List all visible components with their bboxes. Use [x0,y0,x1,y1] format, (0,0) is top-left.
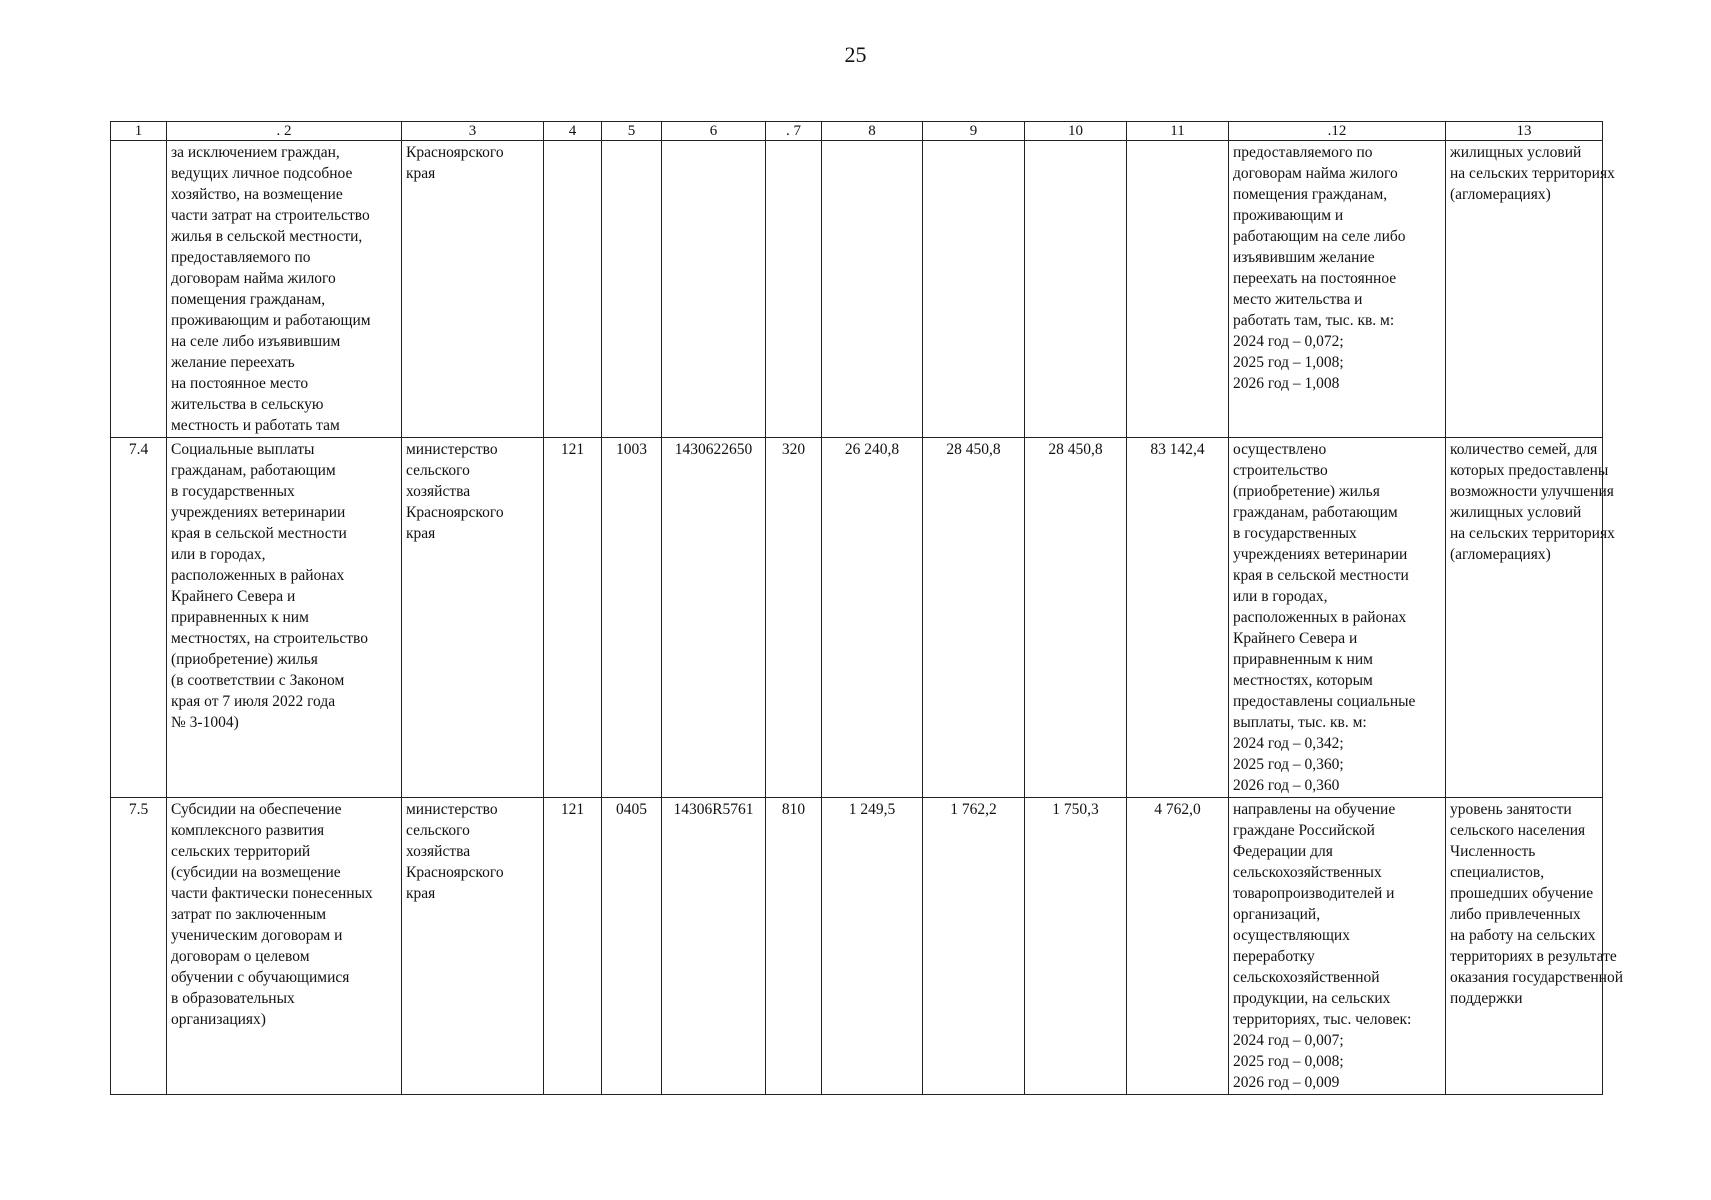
measure-name-cell-line: жительства в сельскую [171,396,324,413]
measure-name-cell-line: Крайнего Севера и [171,588,296,605]
indicator-cell-line: жилищных условий [1450,144,1582,161]
executor-cell-line: хозяйства [406,483,471,500]
table-row [111,798,1603,1095]
measure-name-cell-line: сельских территорий [171,843,311,860]
expected-result-cell-line: граждане Российской [1233,822,1375,839]
expected-result-cell-line: местностях, которым [1233,672,1373,689]
expected-result-cell-line: осуществлено [1233,441,1327,458]
measure-name-cell-line: за исключением граждан, [171,144,340,161]
executor-cell-line: Красноярского [406,504,504,521]
amount-2025-cell: 1 762,2 [923,798,1025,1095]
grbs-code-cell: 121 [544,798,602,1095]
expected-result-cell-line: продукции, на сельских [1233,990,1391,1007]
expected-result-cell-line: 2024 год – 0,007; [1233,1032,1344,1049]
measure-name-cell-line: (субсидии на возмещение [171,864,341,881]
expense-type-cell: 320 [766,438,822,798]
section-code-cell: 0405 [602,798,662,1095]
indicator-cell-line: сельского населения [1450,822,1586,839]
executor-cell-line: края [406,885,436,902]
measure-name-cell-line: предоставляемого по [171,249,311,266]
expected-result-cell-line: переработку [1233,948,1315,965]
header-cell: 5 [602,122,662,141]
measure-name-cell-line: на селе либо изъявившим [171,333,341,350]
amount-2025-cell: 28 450,8 [923,438,1025,798]
measure-name-cell-line: местностях, на строительство [171,630,368,647]
indicator-cell [1446,798,1623,1095]
expense-type-cell: 810 [766,798,822,1095]
measure-name-cell-line: приравненных к ним [171,609,309,626]
measure-name-cell-line: № 3-1004) [171,714,239,731]
expected-result-cell-line: осуществляющих [1233,927,1350,944]
measure-name-cell-line: жилья в сельской местности, [171,228,363,245]
indicator-cell-line: уровень занятости [1450,801,1572,818]
grbs-code-cell: 121 [544,438,602,798]
indicator-cell-line: на сельских территориях [1450,525,1615,542]
expected-result-cell-line: Федерации для [1233,843,1333,860]
executor-cell-line: края [406,165,436,182]
indicator-cell-line: количество семей, для [1450,441,1598,458]
expected-result-cell-line: проживающим и [1233,207,1344,224]
amount-2024-cell: 1 249,5 [822,798,923,1095]
indicator-cell-line: Численность [1450,843,1536,860]
measure-name-cell-line: учреждениях ветеринарии [171,504,346,521]
expected-result-cell-line: направлены на обучение [1233,801,1396,818]
indicator-cell-line: оказания государственной [1450,969,1623,986]
expected-result-cell-line: 2024 год – 0,072; [1233,333,1344,350]
header-cell: 4 [544,122,602,141]
header-cell: 6 [662,122,766,141]
expected-result-cell-line: (приобретение) жилья [1233,483,1380,500]
expected-result-cell-line: 2026 год – 0,009 [1233,1074,1340,1091]
executor-cell-line: Красноярского [406,144,504,161]
indicator-cell-line: возможности улучшения [1450,483,1614,500]
measure-name-cell-line: (приобретение) жилья [171,651,318,668]
header-cell: 3 [402,122,544,141]
indicator-cell-line: на сельских территориях [1450,165,1615,182]
expected-result-cell-line: 2026 год – 1,008 [1233,375,1340,392]
target-article-cell: 1430622650 [662,438,766,798]
expected-result-cell-line: место жительства и [1233,291,1363,308]
expected-result-cell-line: 2025 год – 0,008; [1233,1053,1344,1070]
amount-2026-cell [1025,141,1127,438]
measure-name-cell-line: на постоянное место [171,375,309,392]
expected-result-cell-line: переехать на постоянное [1233,270,1397,287]
measure-name-cell-line: края в сельской местности [171,525,347,542]
amount-2026-cell: 1 750,3 [1025,798,1127,1095]
header-cell: .12 [1229,122,1446,141]
indicator-cell-line: на работу на сельских [1450,927,1596,944]
measure-name-cell-line: помещения гражданам, [171,291,326,308]
expected-result-cell-line: изъявившим желание [1233,249,1375,266]
measure-name-cell [167,798,402,1095]
executor-cell [402,141,544,438]
measure-name-cell [167,438,402,798]
item-number-cell: 7.4 [111,438,167,798]
measure-name-cell-line: ведущих личное подсобное [171,165,353,182]
expected-result-cell-line: Крайнего Севера и [1233,630,1358,647]
page-number: 25 [844,42,867,67]
amount-2024-cell [822,141,923,438]
expected-result-cell-line: сельскохозяйственных [1233,864,1382,881]
indicator-cell-line: (агломерациях) [1450,186,1551,203]
executor-cell-line: сельского [406,822,470,839]
measure-name-cell-line: в образовательных [171,990,295,1007]
expected-result-cell-line: в государственных [1233,525,1357,542]
indicator-cell-line: прошедших обучение [1450,885,1594,902]
expected-result-cell-line: предоставляемого по [1233,144,1373,161]
measure-name-cell-line: комплексного развития [171,822,325,839]
indicator-cell [1446,438,1615,798]
measure-name-cell-line: Социальные выплаты [171,441,315,458]
expected-result-cell [1229,798,1446,1095]
executor-cell-line: хозяйства [406,843,471,860]
target-article-cell: 14306R5761 [662,798,766,1095]
measure-name-cell-line: договорам о целевом [171,948,310,965]
measure-name-cell-line: (в соответствии с Законом [171,672,345,689]
target-article-cell [662,141,766,438]
expense-type-cell [766,141,822,438]
table-row [111,438,1603,798]
measure-name-cell-line: ученическим договорам и [171,927,343,944]
measure-name-cell-line: организациях) [171,1011,266,1028]
expected-result-cell-line: территориях, тыс. человек: [1233,1011,1412,1028]
amount-total-cell: 83 142,4 [1127,438,1229,798]
expected-result-cell-line: 2025 год – 1,008; [1233,354,1344,371]
header-cell: 11 [1127,122,1229,141]
measure-name-cell-line: хозяйство, на возмещение [171,186,343,203]
measure-name-cell-line: расположенных в районах [171,567,345,584]
item-number-cell: 7.5 [111,798,167,1095]
executor-cell [402,438,544,798]
amount-total-cell: 4 762,0 [1127,798,1229,1095]
expected-result-cell-line: 2025 год – 0,360; [1233,756,1344,773]
item-number-cell [111,141,167,438]
measure-name-cell-line: затрат по заключенным [171,906,327,923]
expected-result-cell-line: товаропроизводителей и [1233,885,1395,902]
table-row [111,141,1603,438]
measure-name-cell-line: обучении с обучающимися [171,969,350,986]
measure-name-cell-line: желание переехать [171,354,295,371]
amount-2026-cell: 28 450,8 [1025,438,1127,798]
measure-name-cell-line: части фактически понесенных [171,885,373,902]
expected-result-cell-line: приравненным к ним [1233,651,1373,668]
measure-name-cell-line: Субсидии на обеспечение [171,801,342,818]
indicator-cell-line: территориях в результате [1450,948,1617,965]
measure-name-cell-line: края от 7 июля 2022 года [171,693,336,710]
program-table [110,121,1623,1095]
measure-name-cell-line: части затрат на строительство [171,207,370,224]
header-row [111,122,1603,141]
expected-result-cell-line: помещения гражданам, [1233,186,1388,203]
expected-result-cell-line: строительство [1233,462,1328,479]
indicator-cell-line: которых предоставлены [1450,462,1609,479]
amount-2024-cell: 26 240,8 [822,438,923,798]
expected-result-cell-line: выплаты, тыс. кв. м: [1233,714,1367,731]
section-code-cell [602,141,662,438]
measure-name-cell-line: гражданам, работающим [171,462,336,479]
indicator-cell-line: специалистов, [1450,864,1545,881]
expected-result-cell [1229,141,1446,438]
executor-cell [402,798,544,1095]
executor-cell-line: края [406,525,436,542]
expected-result-cell-line: края в сельской местности [1233,567,1409,584]
expected-result-cell-line: учреждениях ветеринарии [1233,546,1408,563]
expected-result-cell-line: сельскохозяйственной [1233,969,1380,986]
expected-result-cell-line: расположенных в районах [1233,609,1407,626]
indicator-cell-line: либо привлеченных [1450,906,1581,923]
header-cell: . 2 [167,122,402,141]
amount-2025-cell [923,141,1025,438]
indicator-cell-line: поддержки [1450,990,1523,1007]
expected-result-cell-line: гражданам, работающим [1233,504,1398,521]
section-code-cell: 1003 [602,438,662,798]
measure-name-cell-line: договорам найма жилого [171,270,336,287]
expected-result-cell-line: договорам найма жилого [1233,165,1398,182]
expected-result-cell-line: организаций, [1233,906,1321,923]
indicator-cell-line: жилищных условий [1450,504,1582,521]
expected-result-cell-line: работать там, тыс. кв. м: [1233,312,1395,329]
header-cell: 13 [1446,122,1603,141]
header-cell: 8 [822,122,923,141]
executor-cell-line: Красноярского [406,864,504,881]
amount-total-cell [1127,141,1229,438]
header-cell: . 7 [766,122,822,141]
expected-result-cell-line: работающим на селе либо [1233,228,1406,245]
measure-name-cell-line: в государственных [171,483,295,500]
grbs-code-cell [544,141,602,438]
measure-name-cell-line: местность и работать там [171,417,340,434]
header-cell: 10 [1025,122,1127,141]
measure-name-cell-line: проживающим и работающим [171,312,371,329]
executor-cell-line: министерство [406,801,498,818]
expected-result-cell-line: 2024 год – 0,342; [1233,735,1344,752]
executor-cell-line: министерство [406,441,498,458]
expected-result-cell-line: 2026 год – 0,360 [1233,777,1340,794]
expected-result-cell-line: предоставлены социальные [1233,693,1416,710]
header-cell: 9 [923,122,1025,141]
expected-result-cell [1229,438,1446,798]
expected-result-cell-line: или в городах, [1233,588,1328,605]
measure-name-cell-line: или в городах, [171,546,266,563]
indicator-cell [1446,141,1615,438]
executor-cell-line: сельского [406,462,470,479]
header-cell: 1 [111,122,167,141]
measure-name-cell [167,141,402,438]
indicator-cell-line: (агломерациях) [1450,546,1551,563]
